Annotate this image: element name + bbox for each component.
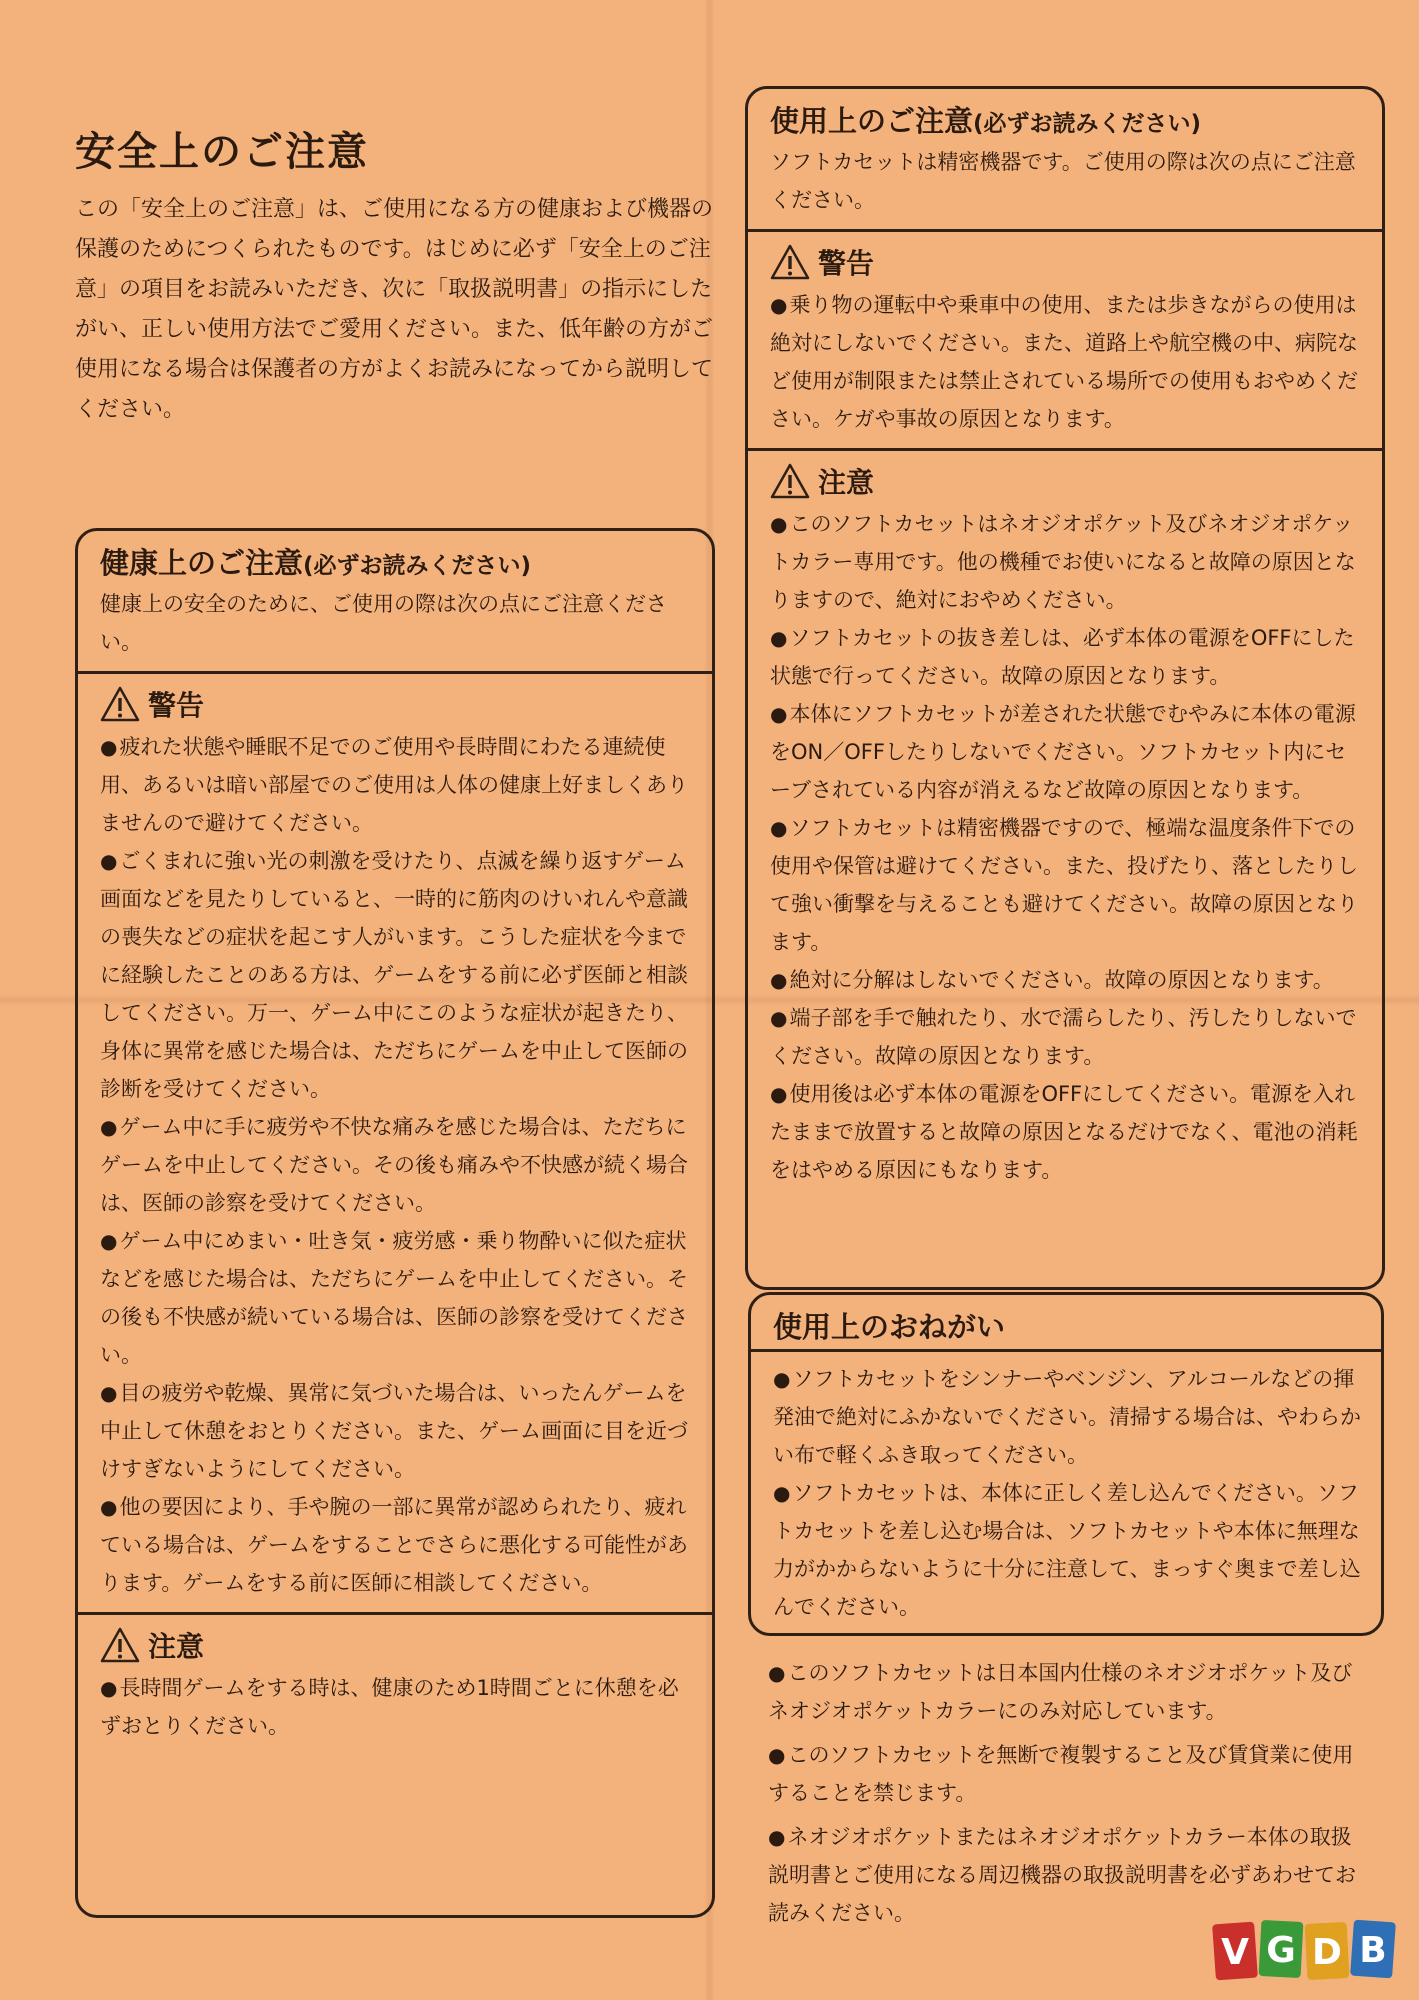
watermark-tile	[1259, 1920, 1304, 1978]
request-items	[751, 1349, 1381, 1636]
svg-text:G: G	[1266, 1930, 1296, 1971]
list-item: ●ごくまれに強い光の刺激を受けたり、点滅を繰り返すゲーム画面などを見たりしていると、一時的に筋肉のけいれんや意識の喪失などの症状を起こす人がいます。こうした症状を今までに経験したことのある方は、ゲームをする前に必ず医師と相談してください。万一、ゲーム中にこのような症状が起きたり、身体に異常を感じた場合は、ただちにゲームを中止して医師の診断を受けてください。	[100, 849, 688, 1102]
svg-text:B: B	[1359, 1930, 1387, 1971]
list-item: ●ソフトカセットの抜き差しは、必ず本体の電源をOFFにした状態で行ってください。故障の原因となります。	[770, 626, 1355, 689]
health-lead: 健康上の安全のために、ご使用の際は次の点にご注意ください。	[100, 592, 667, 655]
usage-notice-box	[745, 86, 1385, 1290]
list-item: ●乗り物の運転中や乗車中の使用、または歩きながらの使用は絶対にしないでください。また、道路上や航空機の中、病院など使用が制限または禁止されている場所での使用もおやめください。ケガや事故の原因となります。	[770, 293, 1358, 432]
list-item: ●ゲーム中にめまい・吐き気・疲労感・乗り物酔いに似た症状などを感じた場合は、ただちにゲームを中止してください。その後も不快感が続いている場合は、医師の診察を受けてください。	[100, 1229, 688, 1368]
bullet-icon: ●	[770, 1082, 788, 1107]
list-item: ●このソフトカセットは日本国内仕様のネオジオポケット及びネオジオポケットカラーにのみ対応しています。	[768, 1661, 1353, 1723]
watermark-tile	[1350, 1920, 1396, 1979]
bullet-icon: ●	[100, 1229, 118, 1254]
bullet-icon: ●	[100, 1115, 118, 1140]
usage-warning-title: 警告	[818, 247, 875, 281]
bullet-icon: ●	[770, 512, 788, 537]
health-title: 健康上のご注意	[100, 546, 304, 580]
health-caution-title: 注意	[148, 1630, 205, 1664]
watermark-tile	[1305, 1922, 1350, 1980]
list-item: ●このソフトカセットはネオジオポケット及びネオジオポケットカラー専用です。他の機種でお使いになると故障の原因となりますので、絶対におやめください。	[770, 512, 1356, 613]
usage-caution-title: 注意	[818, 466, 875, 500]
list-item: ●長時間ゲームをする時は、健康のため1時間ごとに休憩を必ずおとりください。	[100, 1676, 679, 1739]
list-item: ●疲れた状態や睡眠不足でのご使用や長時間にわたる連続使用、あるいは暗い部屋でのご使用は人体の健康上好ましくありませんので避けてください。	[100, 735, 688, 836]
usage-lead: ソフトカセットは精密機器です。ご使用の際は次の点にご注意ください。	[770, 150, 1356, 213]
safety-intro-section	[75, 128, 715, 430]
warning-triangle-icon	[770, 244, 810, 280]
bullet-icon: ●	[100, 735, 118, 760]
bullet-icon: ●	[100, 1381, 118, 1406]
svg-text:V: V	[1221, 1932, 1249, 1973]
usage-request-box	[748, 1292, 1384, 1636]
list-item: ●本体にソフトカセットが差された状態でむやみに本体の電源をON／OFFしたりしないでください。ソフトカセット内にセーブされている内容が消えるなど故障の原因となります。	[770, 702, 1356, 803]
safety-intro-text: この「安全上のご注意」は、ご使用になる方の健康および機器の保護のためにつくられたものです。はじめに必ず「安全上のご注意」の項目をお読みいただき、次に「取扱説明書」の指示にしたがい、正しい使用方法でご愛用ください。また、低年齢の方がご使用になる場合は保護者の方がよくお読みになってから説明してください。	[75, 197, 714, 422]
list-item: ●ネオジオポケットまたはネオジオポケットカラー本体の取扱説明書とご使用になる周辺機器の取扱説明書を必ずあわせてお読みください。	[768, 1825, 1356, 1925]
bullet-icon: ●	[768, 1825, 786, 1849]
list-item: ●ゲーム中に手に疲労や不快な痛みを感じた場合は、ただちにゲームを中止してください。その後も痛みや不快感が続く場合は、医師の診察を受けてください。	[100, 1115, 688, 1216]
usage-title-sub: (必ずお読みください)	[973, 111, 1202, 137]
bullet-icon: ●	[773, 1367, 791, 1392]
bullet-icon: ●	[770, 702, 788, 727]
warning-triangle-icon	[770, 463, 810, 499]
list-item: ●このソフトカセットを無断で複製すること及び賃貸業に使用することを禁じます。	[768, 1743, 1354, 1805]
footer-notes	[768, 1654, 1368, 1938]
list-item: ●絶対に分解はしないでください。故障の原因となります。	[770, 968, 1334, 993]
bullet-icon: ●	[100, 1676, 118, 1701]
health-header	[78, 531, 712, 671]
safety-title: 安全上のご注意	[75, 129, 369, 175]
health-caution-section	[78, 1612, 712, 1755]
svg-text:D: D	[1312, 1932, 1342, 1973]
warning-triangle-icon	[100, 1627, 140, 1663]
bullet-icon: ●	[768, 1661, 786, 1685]
warning-triangle-icon	[100, 686, 140, 722]
vgdb-watermark-logo	[1212, 1915, 1402, 1987]
list-item: ●ソフトカセットをシンナーやベンジン、アルコールなどの揮発油で絶対にふかないでください。清掃する場合は、やわらかい布で軽くふき取ってください。	[773, 1367, 1361, 1468]
list-item: ●端子部を手で触れたり、水で濡らしたり、汚したりしないでください。故障の原因となります。	[770, 1006, 1357, 1069]
usage-header	[748, 89, 1382, 229]
usage-caution-section	[748, 448, 1382, 1199]
list-item: ●目の疲労や乾燥、異常に気づいた場合は、いったんゲームを中止して休憩をおとりください。また、ゲーム画面に目を近づけすぎないようにしてください。	[100, 1381, 688, 1482]
health-notice-box	[75, 528, 715, 1918]
bullet-icon: ●	[770, 1006, 788, 1031]
bullet-icon: ●	[770, 626, 788, 651]
usage-warning-section	[748, 229, 1382, 448]
bullet-icon: ●	[768, 1743, 786, 1767]
bullet-icon: ●	[100, 1495, 118, 1520]
list-item: ●ソフトカセットは精密機器ですので、極端な温度条件下での使用や保管は避けてください。また、投げたり、落としたりして強い衝撃を与えることも避けてください。故障の原因となります。	[770, 816, 1358, 955]
bullet-icon: ●	[770, 968, 788, 993]
health-title-sub: (必ずお読みください)	[303, 553, 532, 579]
usage-title: 使用上のご注意	[770, 104, 974, 138]
list-item: ●ソフトカセットは、本体に正しく差し込んでください。ソフトカセットを差し込む場合は、ソフトカセットや本体に無理な力がかからないように十分に注意して、まっすぐ奥まで差し込んでください。	[773, 1481, 1361, 1620]
request-title: 使用上のおねがい	[773, 1310, 1006, 1344]
list-item: ●使用後は必ず本体の電源をOFFにしてください。電源を入れたままで放置すると故障の原因となるだけでなく、電池の消耗をはやめる原因にもなります。	[770, 1082, 1358, 1183]
watermark-tile	[1212, 1922, 1258, 1981]
bullet-icon: ●	[100, 849, 118, 874]
bullet-icon: ●	[770, 816, 788, 841]
health-warning-section	[78, 671, 712, 1612]
list-item: ●他の要因により、手や腕の一部に異常が認められたり、疲れている場合は、ゲームをすることでさらに悪化する可能性があります。ゲームをする前に医師に相談してください。	[100, 1495, 688, 1596]
health-warning-title: 警告	[148, 689, 205, 723]
bullet-icon: ●	[773, 1481, 791, 1506]
bullet-icon: ●	[770, 293, 788, 318]
